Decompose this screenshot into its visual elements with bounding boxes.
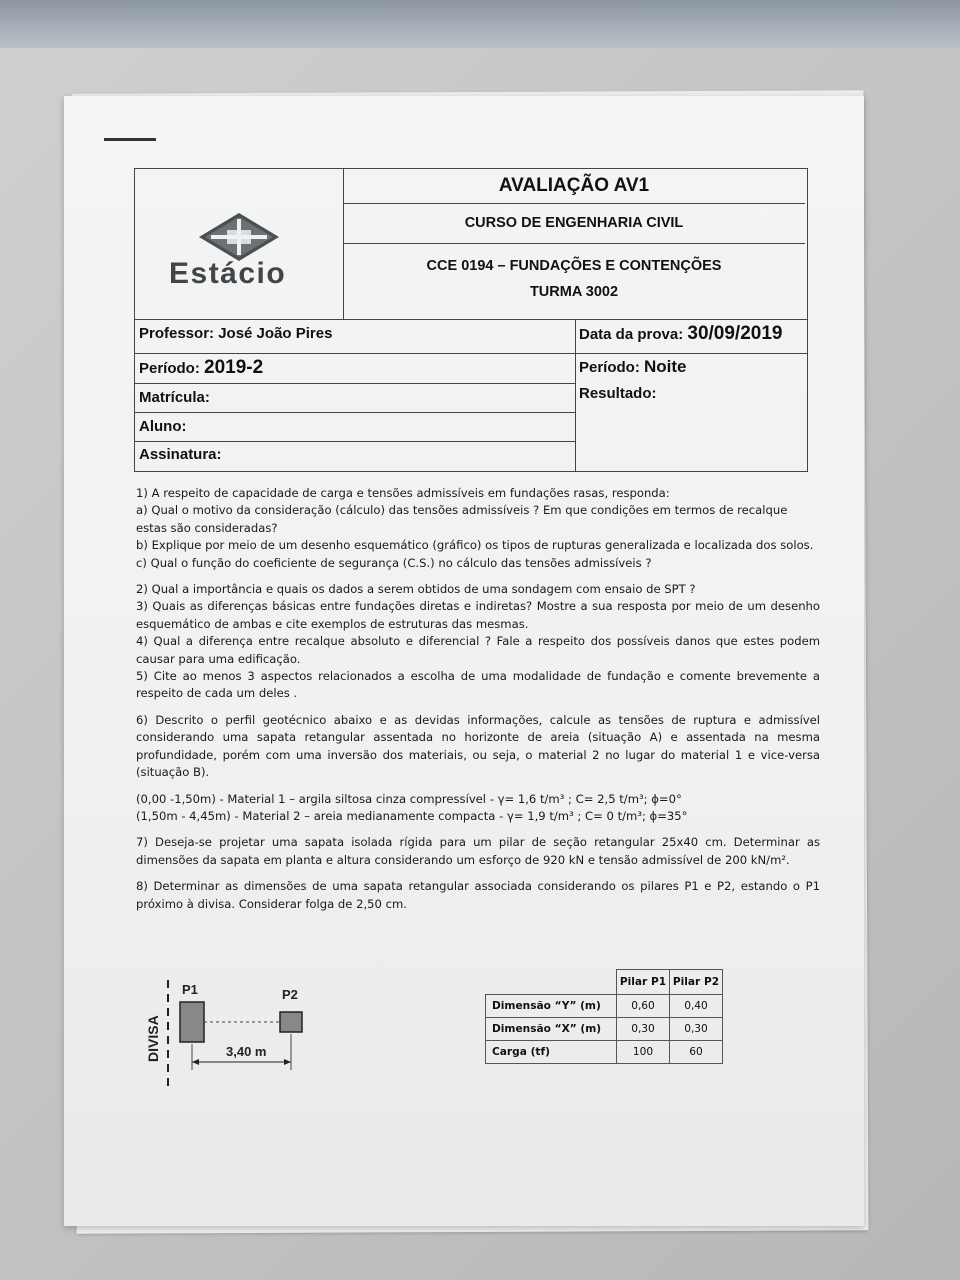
questions-block — [136, 485, 820, 913]
logo-text: Estácio — [169, 257, 287, 290]
question-6: 6) Descrito o perfil geotécnico abaixo e as devidas informações, calcule as tensões de ruptura e admissível considerando uma sapata retangular assentada no horizonte de areia (situação A) e assentada na mesma profundidade, porém com uma inversão dos materiais, ou seja, o material 2 no lugar do material 1 e vice-versa (situação B). — [136, 712, 820, 780]
pillar-p1-shape — [180, 1002, 204, 1042]
material-1-line: (0,00 -1,50m) - Material 1 – argila siltosa cinza compressível - γ= 1,6 t/m³ ; C= 2,5 t/m³; ϕ=0° — [136, 791, 682, 806]
exam-title: AVALIAÇÃO AV1 — [343, 169, 805, 204]
professor-field: Professor: José João Pires — [139, 325, 333, 342]
exam-sheet — [64, 96, 864, 1226]
header-pilar-p2: Pilar P2 — [670, 970, 723, 995]
pillar-p2-shape — [280, 1012, 302, 1032]
signature-field: Assinatura: — [139, 446, 222, 463]
discipline-block — [343, 243, 805, 319]
question-1-intro: 1) A respeito de capacidade de carga e tensões admissíveis em fundações rasas, responda: — [136, 486, 670, 500]
material-2-line: (1,50m - 4,45m) - Material 2 – areia medianamente compacta - γ= 1,9 t/m³ ; C= 0 t/m³; ϕ=35° — [136, 808, 688, 823]
header-pilar-p1: Pilar P1 — [617, 970, 670, 995]
exam-header — [134, 168, 808, 472]
question-4: 4) Qual a diferença entre recalque absoluto e diferencial ? Fale a respeito dos possíveis danos que estes podem causar para uma edificação. — [136, 634, 820, 666]
question-3: 3) Quais as diferenças básicas entre fundações diretas e indiretas? Mostre a sua resposta por meio de um desenho esquemático de ambas e cite exemplos de estruturas das mesmas. — [136, 599, 820, 631]
distance-label: 3,40 m — [226, 1044, 267, 1059]
pillar-diagram — [134, 966, 414, 1096]
result-field: Resultado: — [579, 385, 657, 402]
question-1b: b) Explique por meio de um desenho esquemático (gráfico) os tipos de rupturas generalizada e localizada dos solos. — [136, 538, 814, 553]
desk-background — [0, 0, 960, 48]
pen-mark — [104, 138, 156, 141]
student-field: Aluno: — [139, 418, 187, 435]
pillar-diagram-svg — [134, 966, 414, 1096]
question-1a: a) Qual o motivo da consideração (cálculo) das tensões admissíveis ? Em que condições em termos de recalque estas são consideradas? — [136, 503, 788, 535]
question-5: 5) Cite ao menos 3 aspectos relacionados a escolha de uma modalidade de fundação e comente brevemente a respeito de cada um deles . — [136, 669, 820, 701]
p1-label: P1 — [182, 982, 198, 997]
question-7: 7) Deseja-se projetar uma sapata isolada rígida para um pilar de seção retangular 25x40 cm. Determinar as dimensões da sapata em planta e altura considerando um esforço de 920 kN e tensão admissível de 200 kN/m². — [136, 835, 820, 867]
question-1c: c) Qual o função do coeficiente de segurança (C.S.) no cálculo das tensões admissíveis ? — [136, 555, 652, 570]
logo-cell — [135, 169, 344, 320]
divisa-label: DIVISA — [145, 1015, 161, 1062]
discipline-name: CCE 0194 – FUNDAÇÕES E CONTENÇÕES — [426, 258, 722, 274]
table-row: Carga (tf) 100 60 — [486, 1041, 723, 1064]
question-8: 8) Determinar as dimensões de uma sapata retangular associada considerando os pilares P1 e P2, estando o P1 próximo à divisa. Considerar folga de 2,50 cm. — [136, 879, 820, 911]
class-name: TURMA 3002 — [529, 284, 619, 300]
p2-label: P2 — [282, 987, 298, 1002]
registration-field: Matrícula: — [139, 389, 210, 406]
exam-date-field: Data da prova: 30/09/2019 — [579, 323, 783, 344]
table-row: Dimensão “X” (m) 0,30 0,30 — [486, 1018, 723, 1041]
estacio-logo-icon — [199, 213, 279, 261]
course-name: CURSO DE ENGENHARIA CIVIL — [343, 203, 805, 244]
table-row: Dimensão “Y” (m) 0,60 0,40 — [486, 995, 723, 1018]
shift-field: Período: Noite — [579, 357, 687, 376]
pillar-table — [485, 969, 723, 1064]
question-2: 2) Qual a importância e quais os dados a serem obtidos de uma sondagem com ensaio de SPT ? — [136, 582, 696, 597]
period-field: Período: 2019-2 — [139, 357, 264, 378]
